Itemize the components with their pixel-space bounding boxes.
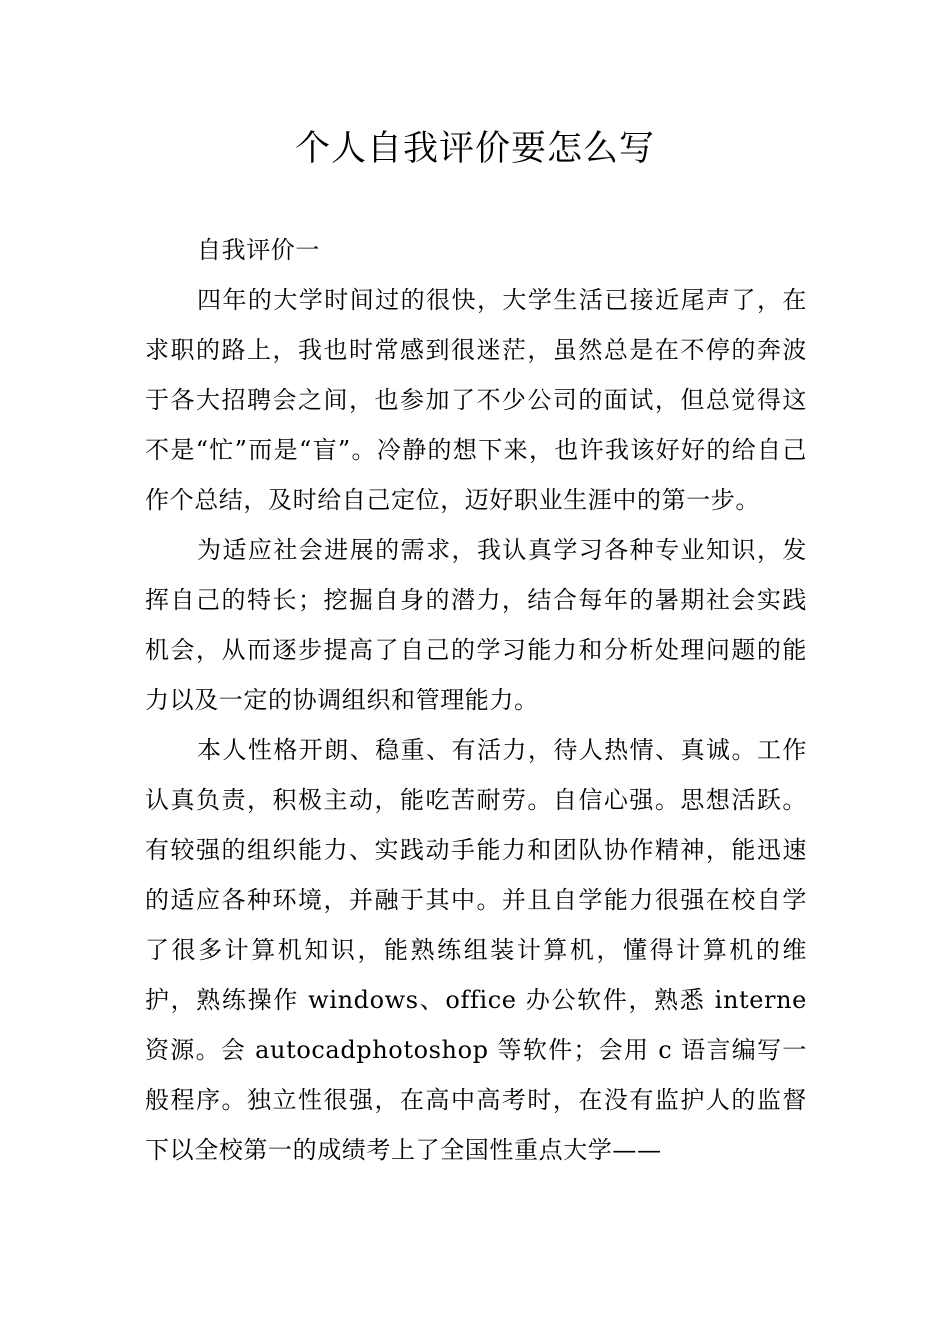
document-title: 个人自我评价要怎么写	[294, 129, 655, 169]
paragraph-3: 本人性格开朗、稳重、有活力，待人热情、真诚。工作认真负责，积极主动，能吃苦耐劳。自信心强。思想活跃。有较强的组织能力、实践动手能力和团队协作精神，能迅速的适应各种环境，并融于其中。并且自学能力很强在校自学了很多计算机知识，能熟练组装计算机，懂得计算机的维护，熟练操作 windows、office 办公软件，熟悉 interne 资源。会 autocadphotoshop 等软件；会用 c 语言编写一般程序。独立性很强，在高中高考时，在没有监护人的监督下以全校第一的成绩考上了全国性重点大学——	[145, 736, 807, 1164]
paragraph-1: 四年的大学时间过的很快，大学生活已接近尾声了，在求职的路上，我也时常感到很迷茫，虽然总是在不停的奔波于各大招聘会之间，也参加了不少公司的面试，但总觉得这不是“忙”而是“盲”。冷静的想下来，也许我该好好的给自己作个总结，及时给自己定位，迈好职业生涯中的第一步。	[145, 286, 807, 514]
section-heading: 自我评价一	[197, 236, 320, 264]
document-body	[145, 225, 807, 1175]
paragraph-2: 为适应社会进展的需求，我认真学习各种专业知识，发挥自己的特长；挖掘自身的潜力，结合每年的暑期社会实践机会，从而逐步提高了自己的学习能力和分析处理问题的能力以及一定的协调组织和管理能力。	[145, 536, 807, 714]
